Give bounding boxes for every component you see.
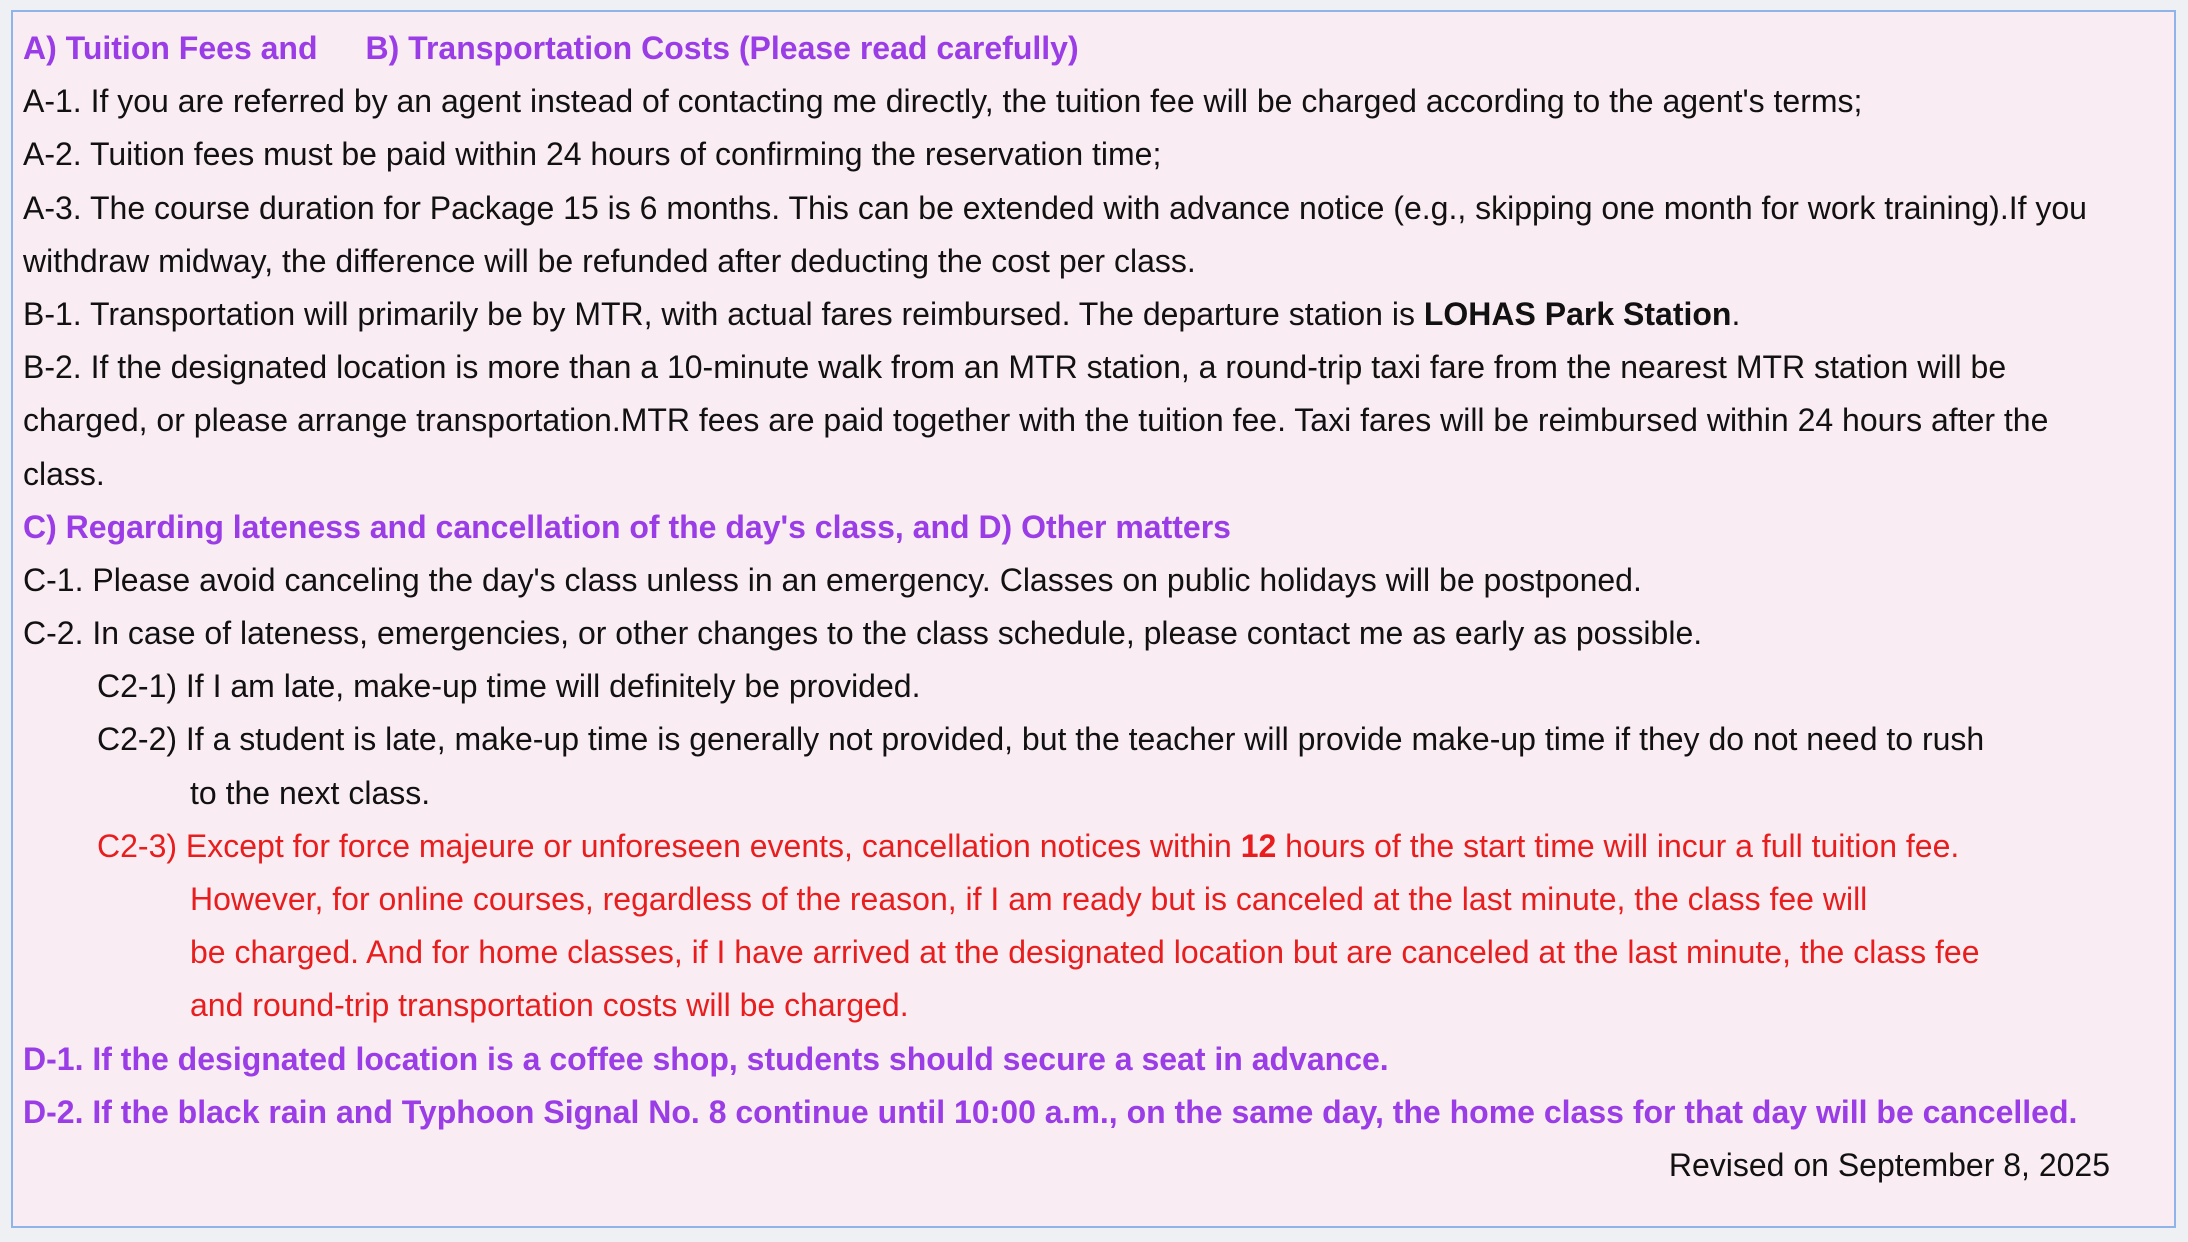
rule-a3-line2: withdraw midway, the difference will be refunded after deducting the cost per class.	[23, 242, 1196, 279]
rule-c2: C-2. In case of lateness, emergencies, or other changes to the class schedule, please contact me as early as possible.	[23, 615, 1703, 652]
departure-station: LOHAS Park Station	[1423, 295, 1732, 332]
rule-c2-3-line1	[23, 820, 2164, 873]
rule-c2-2-line2: to the next class.	[190, 774, 431, 811]
terms-panel	[11, 10, 2176, 1228]
rule-a3-line1: A-3. The course duration for Package 15 is 6 months. This can be extended with advance notice (e.g., skipping one month for work training).If you	[23, 189, 2087, 226]
revision-date: Revised on September 8, 2025	[1668, 1146, 2110, 1183]
rule-c2-3-text: C2-3) Except for force majeure or unforeseen events, cancellation notices within	[97, 827, 1241, 864]
rule-a2: A-2. Tuition fees must be paid within 24 hours of confirming the reservation time;	[23, 136, 1162, 173]
rule-c2-3-line4: and round-trip transportation costs will be charged.	[190, 987, 909, 1024]
rule-c2-3-line2: However, for online courses, regardless of the reason, if I am ready but is canceled at the last minute, the class fee will	[190, 881, 1868, 917]
rule-b2-line2: charged, or please arrange transportation.MTR fees are paid together with the tuition fee. Taxi fares will be reimbursed within 24 hours after the	[23, 402, 2049, 439]
heading-a: A) Tuition Fees and	[23, 30, 318, 66]
rule-b1-text: B-1. Transportation will primarily be by MTR, with actual fares reimbursed. The departure station is	[23, 295, 1424, 332]
rule-b2-line3: class.	[23, 455, 105, 492]
rule-b1-suffix: .	[1731, 295, 1741, 332]
rule-c2-1: C2-1) If I am late, make-up time will definitely be provided.	[97, 668, 921, 705]
rule-a1: A-1. If you are referred by an agent instead of contacting me directly, the tuition fee will be charged according to the agent's terms;	[23, 83, 1863, 120]
section-cd-heading: C) Regarding lateness and cancellation of the day's class, and D) Other matters	[23, 508, 1231, 545]
rule-d2: D-2. If the black rain and Typhoon Signal No. 8 continue until 10:00 a.m., on the same day, the home class for that day will be cancelled.	[23, 1093, 2078, 1130]
section-ab-heading	[23, 22, 2164, 75]
rule-c1: C-1. Please avoid canceling the day's class unless in an emergency. Classes on public holidays will be postponed.	[23, 561, 1642, 598]
rule-c2-3-line3: be charged. And for home classes, if I have arrived at the designated location but are canceled at the last minute, the class fee	[190, 934, 1980, 971]
rule-b1	[23, 288, 2164, 341]
rule-b2-line1: B-2. If the designated location is more than a 10-minute walk from an MTR station, a round-trip taxi fare from the nearest MTR station will be	[23, 349, 2007, 386]
rule-c2-2-line1: C2-2) If a student is late, make-up time is generally not provided, but the teacher will provide make-up time if they do not need to rush	[97, 721, 1985, 758]
heading-b: B) Transportation Costs (Please read carefully)	[365, 30, 1079, 66]
rule-d1: D-1. If the designated location is a coffee shop, students should secure a seat in advance.	[23, 1040, 1389, 1077]
notice-hours: 12	[1240, 827, 1277, 864]
rule-c2-3-suffix: hours of the start time will incur a full tuition fee.	[1276, 827, 1960, 864]
